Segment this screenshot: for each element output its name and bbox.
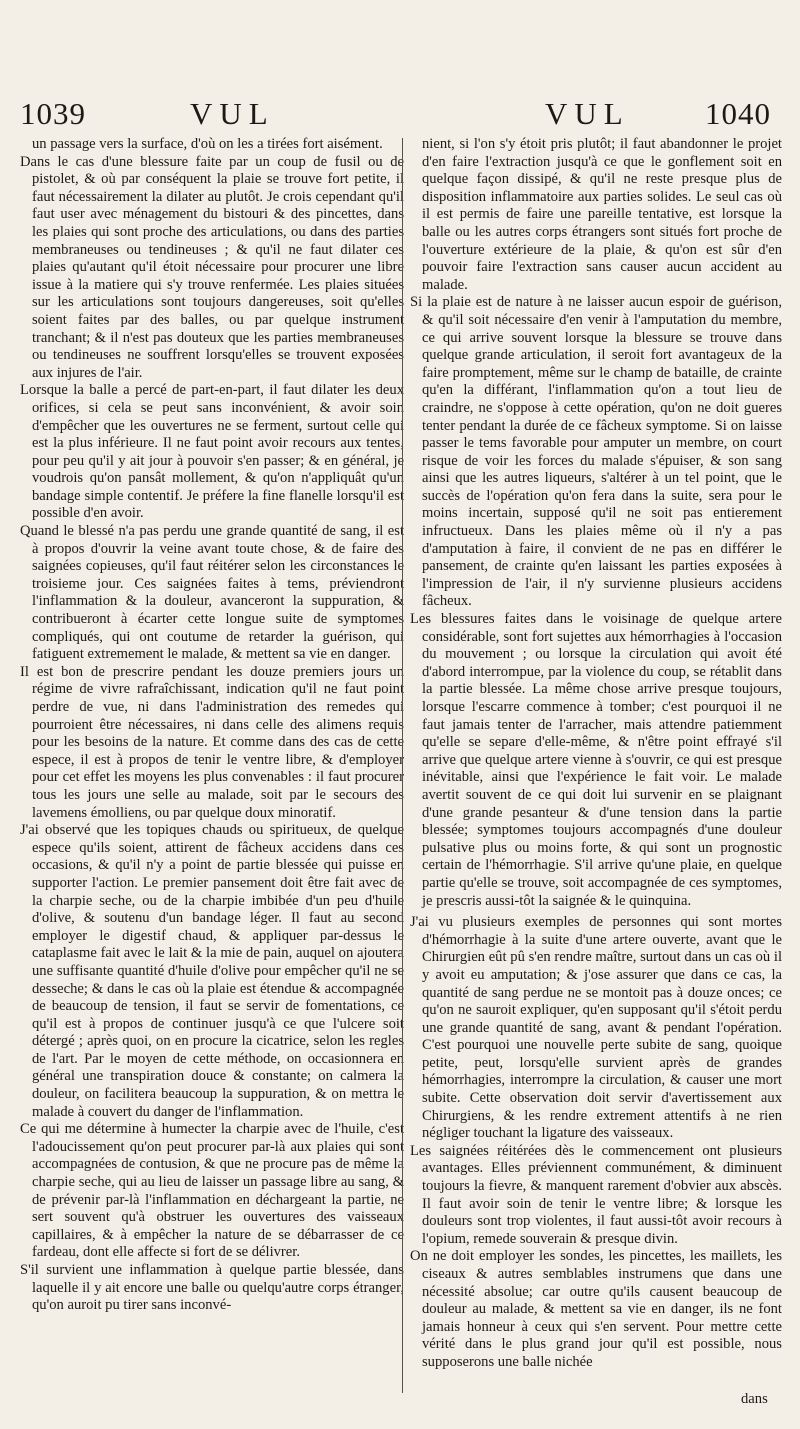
paragraph: J'ai observé que les topiques chauds ou spiritueux, de quelque espece qu'ils soient, attirent de fâcheux accidens dans ces occasions, & qu'il n'y a point de partie blessée qui puisse en supporter l'action. Le premier pansement doit être fait avec de la charpie seche, ou de la charpie imbibée d'un peu d'huile d'olive, & soutenu d'un bandage léger. Il faut au second employer le digestif chaud, & appliquer par-dessus le cataplasme fait avec le lait & la mie de pain, auquel on ajoutera une suffisante quantité d'huile d'olive pour empêcher qu'il ne se desseche; & dans le cas où la plaie est étendue & accompagnée de beaucoup de tension, il faut se servir de fomentations, ce qu'il est à propos de continuer jusqu'à ce que l'ulcere soit détergé ; après quoi, on en procure la cicatrice, selon les regles de l'art. Par le moyen de cette méthode, on occasionnera en général une transpiration douce & constante; on calmera la douleur, on facilitera beaucoup la suppuration, & on mettra le malade à couvert du danger de l'inflammation. [20, 822, 404, 1120]
left-column [20, 136, 404, 1315]
right-page-number: 1040 [705, 96, 771, 131]
paragraph: Lorsque la balle a percé de part-en-part, il faut dilater les deux orifices, si cela se peut sans inconvénient, & avoir soin d'empêcher que les ouvertures ne se ferment, surtout celle qui est la plus inférieure. Il ne faut point avoir recours aux tentes, pour peu qu'il y ait jour à pouvoir s'en passer; & en général, je voudrois qu'on pansât mollement, & qu'on n'appliquât qu'un bandage simple contentif. Je préfere la fine flanelle lorsqu'il est possible d'en avoir. [20, 382, 404, 522]
paragraph: On ne doit employer les sondes, les pincettes, les maillets, les ciseaux & autres semblables instrumens que dans une nécessité absolue; car outre qu'ils causent beaucoup de douleur au malade, & mettent sa vie en danger, ils ne font jamais honneur à ceux qui s'en servent. Pour mettre cette vérité dans le plus grand jour qu'il est possible, nous supposerons une balle nichée [410, 1248, 782, 1370]
right-headword: VUL [545, 96, 630, 131]
paragraph: un passage vers la surface, d'où on les a tirées fort aisément. [32, 136, 383, 152]
paragraph: Les saignées réitérées dès le commencement ont plusieurs avantages. Elles préviennent communément, & diminuent toujours la fievre, & manquent rarement d'obvier aux abscès. Il faut avoir soin de tenir le ventre libre; & lorsque les douleurs sont trop violentes, il faut aussi-tôt avoir recours à l'opium, remede souverain & presque divin. [410, 1142, 782, 1247]
paragraph: Dans le cas d'une blessure faite par un coup de fusil ou de pistolet, & où par conséquent la plaie se trouve fort petite, il faut nécessairement la dilater au plutôt. Je crois cependant qu'il faut user avec ménagement du bistouri & des pincettes, dans les plaies qui sont proche des articulations, ou dans des parties membraneuses ou tendineuses ; & qu'il ne faut dilater ces plaies qu'autant qu'il étoit nécessaire pour procurer une libre issue à la matiere qui s'y trouve renfermée. Les plaies situées sur les articulations sont toujours dangereuses, soit qu'elles soient faites par des balles, ou par quelque instrument tranchant; & il n'est pas douteux que les parties membraneuses ou tendineuses ne souffrent lorsqu'elles se trouvent exposées aux injures de l'air. [20, 153, 404, 381]
running-header [0, 96, 800, 136]
catchword: dans [741, 1391, 768, 1407]
paragraph: Si la plaie est de nature à ne laisser aucun espoir de guérison, & qu'il soit nécessaire d'en venir à l'amputation du membre, ce qui arrive souvent lorsque la blessure se trouve dans quelque grande articulation, il seroit fort avantageux de la faire promptement, même sur le champ de bataille, de crainte qu'en la différant, l'inflammation qu'on a tout lieu de craindre, ne s'oppose à cette opération, qu'on ne doit gueres tenter pendant la durée de ce fâcheux symptome. Si on laisse passer le tems favorable pour amputer un membre, on court risque de voir les forces du malade s'épuiser, & son sang ainsi que les autres liqueurs, s'altérer à un tel point, que le succès de l'opération qu'on fera dans la suite, sera pour le moins incertain, supposé qu'il ne soit pas entierement infructueux. Dans les plaies même où il n'y a pas d'amputation à faire, il convient de ne pas en différer le pansement, de crainte qu'en laissant les parties exposées à l'impression de l'air, il n'y survienne plusieurs accidens fâcheux. [410, 294, 782, 610]
column-divider [402, 138, 403, 1393]
paragraph: Quand le blessé n'a pas perdu une grande quantité de sang, il est à propos d'ouvrir la veine avant toute chose, & de faire des saignées copieuses, qu'il faut réitérer selon les circonstances le troisieme jour. Ces saignées faites à tems, préviendront l'inflammation & la douleur, avanceront la suppuration, & contribueront à écarter cette longue suite de symptomes compliqués, qui ont coutume de retarder la guérison, qui fatiguent extremement le malade, & mettent sa vie en danger. [20, 523, 404, 663]
paragraph: J'ai vu plusieurs exemples de personnes qui sont mortes d'hémorrhagie à la suite d'une artere ouverte, avant que le Chirurgien eût pû s'en rendre maître, surtout dans un cas où il y avoit eu amputation; & j'ose assurer que dans ce cas, la quantité de sang perdue ne se montoit pas à douze onces; ce qu'on ne sauroit expliquer, qu'en supposant qu'il s'étoit perdu une grande quantité de sang, avant & pendant l'opération. C'est pourquoi une nouvelle perte subite de sang, quoique petite, peut, lorsqu'elle survient après de grandes hémorrhagies, interrompre la circulation, & causer une mort subite. Cette observation doit servir d'avertissement aux Chirurgiens, & les rendre extrement attentifs à ne rien négliger touchant la ligature des vaisseaux. [410, 914, 782, 1142]
paragraph: nient, si l'on s'y étoit pris plutôt; il faut abandonner le projet d'en faire l'extraction jusqu'à ce que le gonflement soit en quelque façon dissipé, & qu'il ne reste presque plus de disposition inflammatoire aux parties solides. Le seul cas où il est permis de faire une pareille tentative, est lorsque la balle ou les autres corps étrangers sont situés fort proche de l'ouverture extérieure de la plaie, & qu'on est sûr d'en pouvoir faire l'extraction sans causer aucun accident au malade. [422, 136, 782, 293]
paragraph: Il est bon de prescrire pendant les douze premiers jours un régime de vivre rafraîchissant, indication qu'il ne faut point perdre de vue, ni dans l'administration des remedes qui pourroient être nécessaires, ni dans celle des alimens requis pour les besoins de la nature. Et comme dans des cas de cette espece, il est à propos de tenir le ventre libre, & d'employer pour cet effet les moyens les plus convenables : il faut procurer tous les jours une selle au malade, soit par le secours des lavemens émolliens, ou par quelque doux minoratif. [20, 663, 404, 821]
right-column [410, 136, 782, 1372]
left-page-number: 1039 [20, 96, 86, 131]
paragraph: Les blessures faites dans le voisinage de quelque artere considérable, sont fort sujettes aux hémorrhagies à l'occasion du mouvement ; ou lorsque la circulation qui avoit été d'abord interrompue, par la violence du coup, se rétablit dans la partie blessée. La même chose arrive presque toujours, lorsque l'escarre commence à tomber; c'est pourquoi il ne faut jamais tenter de l'arracher, mais attendre patiemment qu'elle se separe d'elle-même, & n'être point effrayé s'il arrive que quelque artere vienne à s'ouvrir, ce qui est presque inévitable, ainsi que l'expérience le fait voir. Le malade avertit souvent de ce qui doit lui survenir en se plaignant d'une grande pesanteur & d'une tension dans la partie blessée; symptomes toujours accompagnés d'une douleur pulsative plus ou moins forte, & qui sont un prognostic certain de l'hémorrhagie. S'il arrive qu'une plaie, en quelque partie qu'elle se trouve, soit accompagnée de ces symptomes, je prescris aussi-tôt la saignée & le quinquina. [410, 611, 782, 909]
paragraph: S'il survient une inflammation à quelque partie blessée, dans laquelle il y ait encore une balle ou quelqu'autre corps étranger, qu'on auroit pu tirer sans inconvé- [20, 1262, 404, 1314]
paragraph: Ce qui me détermine à humecter la charpie avec de l'huile, c'est l'adoucissement qu'on peut procurer par-là aux plaies qui sont accompagnées de contusion, & que ne procure pas de même la charpie seche, qui au lieu de laisser un passage libre au sang, & de prévenir par-là l'inflammation en déchargeant la partie, ne sert souvent qu'à obstruer les ouvertures des vaisseaux capillaires, & à empêcher la nature de se débarrasser de ce fardeau, dont elle affecte si fort de se délivrer. [20, 1121, 404, 1261]
left-headword: VUL [190, 96, 275, 131]
